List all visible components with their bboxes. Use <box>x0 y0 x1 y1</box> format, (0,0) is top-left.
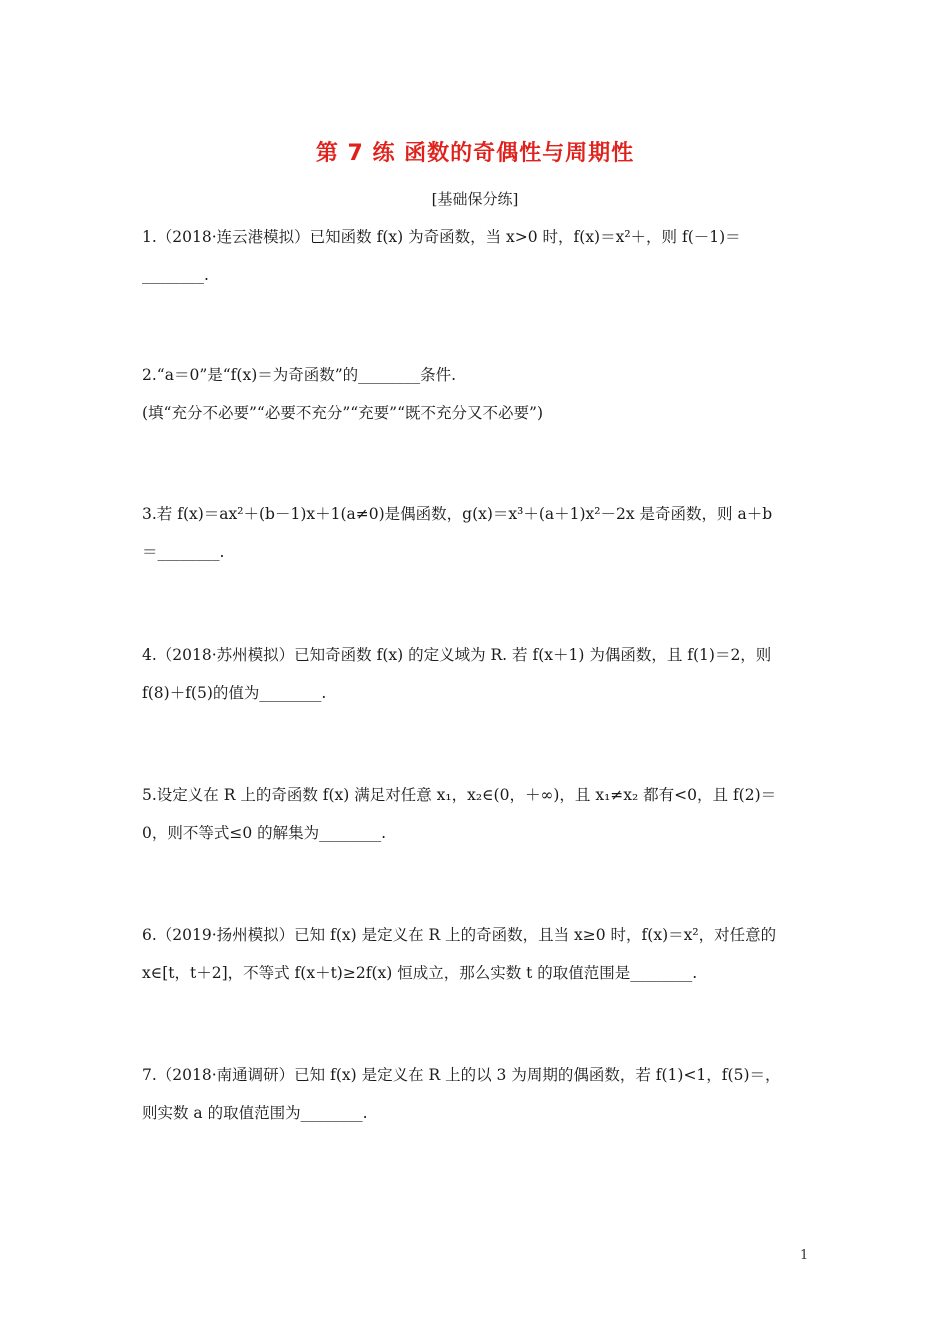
problem-line: 5.设定义在 R 上的奇函数 f(x) 满足对任意 x₁，x₂∈(0，＋∞)，且 x₁≠x₂ 都有<0，且 f(2)＝ <box>142 786 777 804</box>
problem-4 <box>142 636 810 712</box>
problem-line: f(8)＋f(5)的值为________. <box>142 684 327 702</box>
problem-line: (填“充分不必要”“必要不充分”“充要”“既不充分又不必要”) <box>142 404 543 422</box>
problem-line: 4.（2018·苏州模拟）已知奇函数 f(x) 的定义域为 R. 若 f(x＋1) 为偶函数，且 f(1)＝2，则 <box>142 646 772 664</box>
problem-1 <box>142 218 810 294</box>
problem-line: ________. <box>142 266 209 284</box>
section-subtitle: [基础保分练] <box>431 190 519 208</box>
problem-2 <box>142 356 810 432</box>
problem-line: 6.（2019·扬州模拟）已知 f(x) 是定义在 R 上的奇函数，且当 x≥0 时，f(x)＝x²，对任意的 <box>142 926 777 944</box>
problem-line: x∈[t，t＋2]，不等式 f(x＋t)≥2f(x) 恒成立，那么实数 t 的取值范围是________. <box>142 964 698 982</box>
problem-line: 2.“a＝0”是“f(x)＝为奇函数”的________条件. <box>142 366 457 384</box>
problem-line: 0，则不等式≤0 的解集为________. <box>142 824 387 842</box>
problem-6 <box>142 916 810 992</box>
problem-line: ＝________. <box>142 543 225 561</box>
problem-line: 则实数 a 的取值范围为________. <box>142 1104 368 1122</box>
problem-line: 7.（2018·南通调研）已知 f(x) 是定义在 R 上的以 3 为周期的偶函数，若 f(1)<1，f(5)＝， <box>142 1066 781 1084</box>
page-number: 1 <box>800 1248 809 1263</box>
problem-7 <box>142 1056 810 1132</box>
problem-3 <box>142 495 810 571</box>
page-title: 第 7 练 函数的奇偶性与周期性 <box>315 141 635 166</box>
problem-line: 1.（2018·连云港模拟）已知函数 f(x) 为奇函数，当 x>0 时，f(x)＝x²＋，则 f(－1)＝ <box>142 228 741 246</box>
problem-line: 3.若 f(x)＝ax²＋(b－1)x＋1(a≠0)是偶函数，g(x)＝x³＋(a＋1)x²－2x 是奇函数，则 a＋b <box>142 505 773 523</box>
problem-5 <box>142 776 810 852</box>
